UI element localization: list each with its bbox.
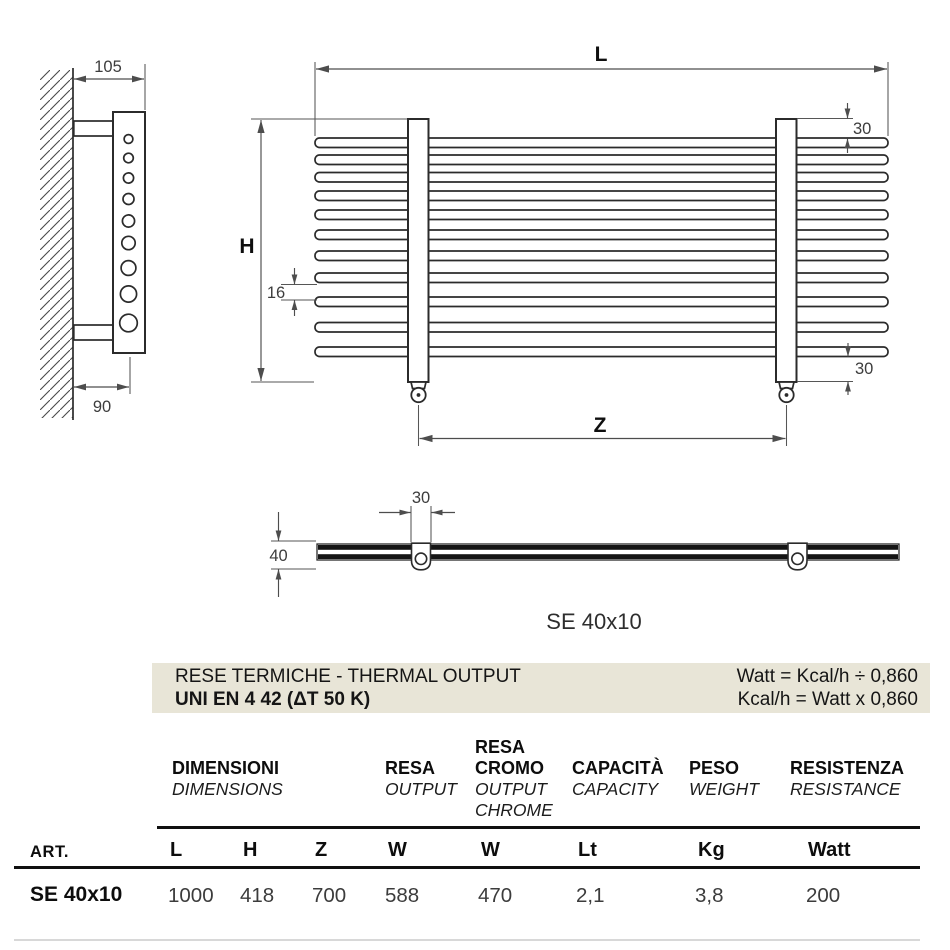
dim-40 xyxy=(269,512,316,597)
dim-L-label: L xyxy=(594,43,608,66)
dim-40-label: 40 xyxy=(269,547,288,565)
col-group-capacita: CAPACITÀ CAPACITY xyxy=(572,758,664,799)
left-valve xyxy=(411,382,426,402)
dim-90 xyxy=(74,357,130,416)
tube-profile-top-face xyxy=(318,545,898,550)
left-collector xyxy=(408,119,429,382)
side-view xyxy=(40,58,145,420)
dim-105 xyxy=(74,58,145,110)
dim-30-top-label: 30 xyxy=(853,120,872,138)
thermal-output-standard: UNI EN 4 42 (ΔT 50 K) xyxy=(175,688,371,710)
formula-watt: Watt = Kcal/h ÷ 0,860 xyxy=(736,666,918,687)
value-Z: 700 xyxy=(312,884,347,907)
tube-profile-bottom-face xyxy=(318,554,898,559)
thermal-output-band xyxy=(152,663,930,713)
right-valve xyxy=(779,382,794,402)
table-bottom-rule xyxy=(14,939,920,941)
unit-Lt: Lt xyxy=(578,839,597,861)
dim-H-label: H xyxy=(239,235,255,258)
right-collector xyxy=(776,119,797,382)
table-top-rule xyxy=(157,826,920,829)
upper-wall-bracket xyxy=(74,121,114,136)
dim-Z xyxy=(419,405,787,446)
value-L: 1000 xyxy=(168,884,214,907)
unit-Watt: Watt xyxy=(808,839,851,861)
dim-30-bottom-label: 30 xyxy=(855,360,874,378)
row-article: SE 40x10 xyxy=(30,883,123,906)
col-group-resa: RESA OUTPUT xyxy=(385,758,457,799)
dim-L xyxy=(315,43,888,136)
unit-H: H xyxy=(243,839,258,861)
value-weight: 3,8 xyxy=(695,884,724,907)
unit-L: L xyxy=(170,839,183,861)
unit-W-chrome: W xyxy=(481,839,500,861)
dim-16 xyxy=(267,268,317,316)
wall-hatch xyxy=(40,70,73,418)
left-bracket-tab xyxy=(412,543,431,570)
formula-kcal: Kcal/h = Watt x 0,860 xyxy=(737,688,918,710)
right-bracket-tab xyxy=(788,543,807,570)
section-view xyxy=(269,489,899,634)
thermal-output-title: RESE TERMICHE - THERMAL OUTPUT xyxy=(175,666,521,687)
unit-Z: Z xyxy=(315,839,328,861)
conversion-formulas xyxy=(737,666,918,710)
value-H: 418 xyxy=(240,884,275,907)
horizontal-tubes xyxy=(315,138,888,357)
col-group-peso: PESO WEIGHT xyxy=(689,758,759,799)
value-output: 588 xyxy=(385,884,420,907)
dim-30-section-label: 30 xyxy=(411,489,431,507)
dim-30-section xyxy=(379,489,455,542)
col-group-resa-cromo: RESA CROMO OUTPUT CHROME xyxy=(475,737,553,820)
table-header-rule xyxy=(14,866,920,869)
front-view xyxy=(239,43,888,446)
value-capacity: 2,1 xyxy=(576,884,605,907)
dim-16-label: 16 xyxy=(266,284,286,302)
unit-Kg: Kg xyxy=(698,839,725,861)
value-output-chrome: 470 xyxy=(478,884,513,907)
lower-wall-bracket xyxy=(74,325,114,340)
value-resistance: 200 xyxy=(806,884,841,907)
unit-W: W xyxy=(388,839,407,861)
dim-90-label: 90 xyxy=(92,398,112,416)
dim-Z-label: Z xyxy=(593,414,607,437)
section-caption: SE 40x10 xyxy=(546,609,642,634)
col-group-resistenza: RESISTENZA RESISTANCE xyxy=(790,758,905,799)
art-header: ART. xyxy=(30,843,70,861)
thermal-output-titles xyxy=(175,666,521,710)
dim-105-label: 105 xyxy=(94,58,122,76)
col-group-dimensioni: DIMENSIONI DIMENSIONS xyxy=(172,758,283,799)
